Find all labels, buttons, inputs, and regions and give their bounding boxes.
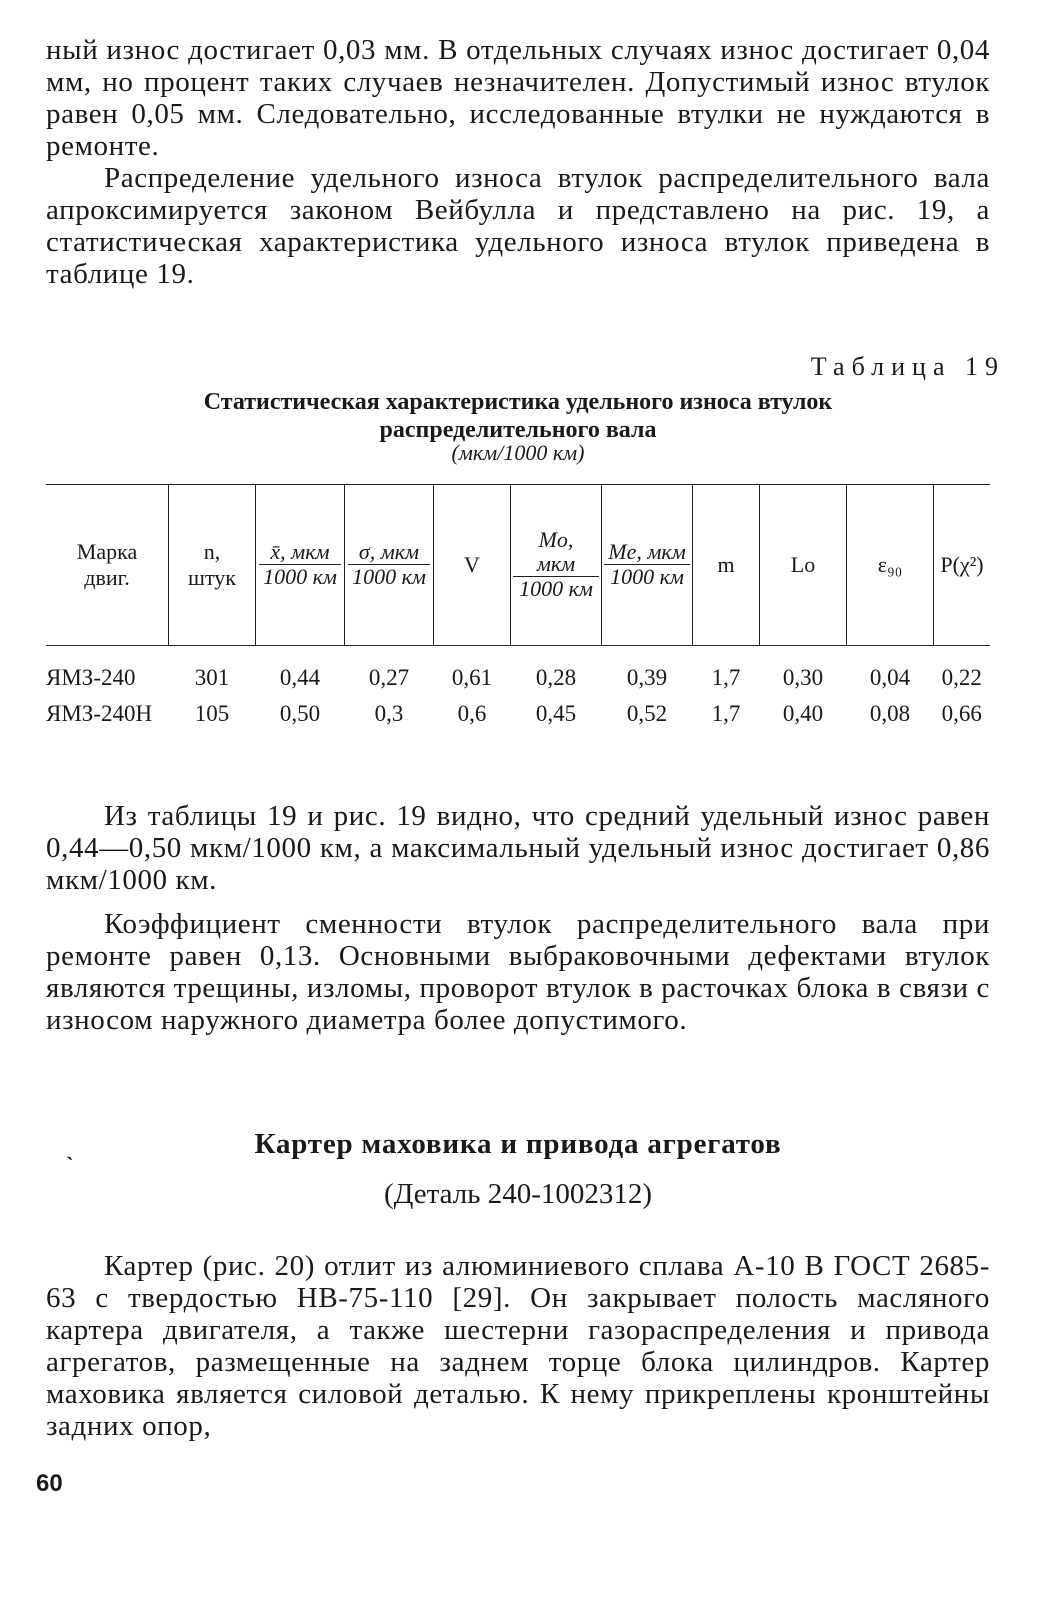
header-me-top: Me, мкм	[604, 540, 689, 565]
header-sigma	[345, 485, 434, 646]
cell-x: 0,44	[279, 665, 321, 690]
cell-mo: 0,28	[535, 665, 577, 690]
cell-brand: ЯМЗ-240Н	[46, 701, 153, 726]
header-mo-top: Mo, мкм	[513, 528, 599, 577]
cell-mo: 0,45	[535, 701, 577, 726]
table-label: Таблица 19	[810, 352, 1005, 381]
cell-n: 301	[194, 665, 230, 690]
header-x-bottom: 1000 км	[263, 564, 337, 589]
header-sigma-bottom: 1000 км	[352, 564, 426, 589]
cell-x: 0,50	[279, 701, 321, 726]
cell-n: 105	[194, 701, 230, 726]
paragraph-4: Коэффициент сменности втулок распределительного вала при ремонте равен 0,13. Основными выбраковочными дефектами втулок являются трещины, изломы, проворот втулок в расточках блока в связи с износом наружного диаметра более допустимого.	[46, 908, 990, 1036]
header-brand	[46, 485, 169, 646]
statistics-table	[46, 484, 990, 732]
cell-lo: 0,30	[782, 665, 824, 690]
cell-e90: 0,04	[869, 665, 911, 690]
header-mo-bottom: 1000 км	[519, 576, 593, 601]
cell-sigma: 0,3	[374, 701, 404, 726]
section-title: Картер маховика и привода агрегатов	[254, 1128, 782, 1160]
header-mo	[511, 485, 602, 646]
header-sigma-top: σ, мкм	[348, 540, 430, 565]
cell-me: 0,52	[626, 701, 668, 726]
table-units: (мкм/1000 км)	[451, 440, 585, 465]
header-me-bottom: 1000 км	[610, 564, 684, 589]
header-lo: Lo	[760, 485, 847, 646]
header-n-line-2: штук	[188, 565, 236, 590]
header-e90: ε₉₀	[847, 485, 934, 646]
header-n	[169, 485, 256, 646]
cell-v: 0,6	[457, 701, 487, 726]
table-title-line-1: Статистическая характеристика удельного износа втулок	[203, 389, 833, 415]
text-block-after-table	[46, 800, 990, 1036]
paragraph-5: Картер (рис. 20) отлит из алюминиевого сплава А-10 В ГОСТ 2685-63 с твердостью НВ-75-110 [29]. Он закрывает полость масляного картера двигателя, а также шестерни газораспределения и привода агрегатов, размещенные на заднем торце блока цилиндров. Картер маховика является силовой деталью. К нему прикреплены кронштейны задних опор,	[46, 1250, 990, 1442]
paragraph-2: Распределение удельного износа втулок распределительного вала апроксимируется законом Вейбулла и представлено на рис. 19, а статистическая характеристика удельного износа втулок приведена в таблице 19.	[46, 162, 990, 290]
table-row	[46, 646, 990, 697]
cell-m: 1,7	[711, 665, 741, 690]
table-title	[46, 388, 990, 444]
header-x	[256, 485, 345, 646]
cell-v: 0,61	[451, 665, 493, 690]
paragraph-3: Из таблицы 19 и рис. 19 видно, что средний удельный износ равен 0,44—0,50 мкм/1000 км, а максимальный удельный износ достигает 0,86 мкм/1000 км.	[46, 800, 990, 896]
table-row	[46, 696, 990, 732]
header-p: P(χ²)	[934, 485, 991, 646]
margin-mark: ˎ	[66, 1135, 74, 1160]
header-x-top: x̄, мкм	[259, 540, 341, 565]
cell-m: 1,7	[711, 701, 741, 726]
table-title-line-2: распределительного вала	[379, 417, 657, 443]
paragraph-1: ный износ достигает 0,03 мм. В отдельных случаях износ достигает 0,04 мм, но процент таких случаев незначителен. Допустимый износ втулок равен 0,05 мм. Следовательно, исследованные втулки не нуждаются в ремонте.	[46, 34, 990, 162]
cell-e90: 0,08	[869, 701, 911, 726]
cell-p: 0,22	[941, 665, 982, 690]
section-subtitle: (Деталь 240-1002312)	[383, 1178, 653, 1210]
table-header-row	[46, 485, 990, 646]
page-body	[46, 34, 990, 290]
cell-brand: ЯМЗ-240	[46, 665, 136, 690]
cell-lo: 0,40	[782, 701, 824, 726]
cell-sigma: 0,27	[368, 665, 410, 690]
cell-p: 0,66	[941, 701, 982, 726]
header-v: V	[434, 485, 511, 646]
cell-me: 0,39	[626, 665, 668, 690]
header-m: m	[693, 485, 760, 646]
header-me	[602, 485, 693, 646]
header-n-line-1: n,	[203, 539, 221, 564]
header-brand-line-2: двиг.	[84, 565, 130, 590]
page-number: 60	[36, 1470, 63, 1497]
header-brand-line-1: Марка	[76, 539, 138, 564]
text-block-section	[46, 1250, 990, 1442]
